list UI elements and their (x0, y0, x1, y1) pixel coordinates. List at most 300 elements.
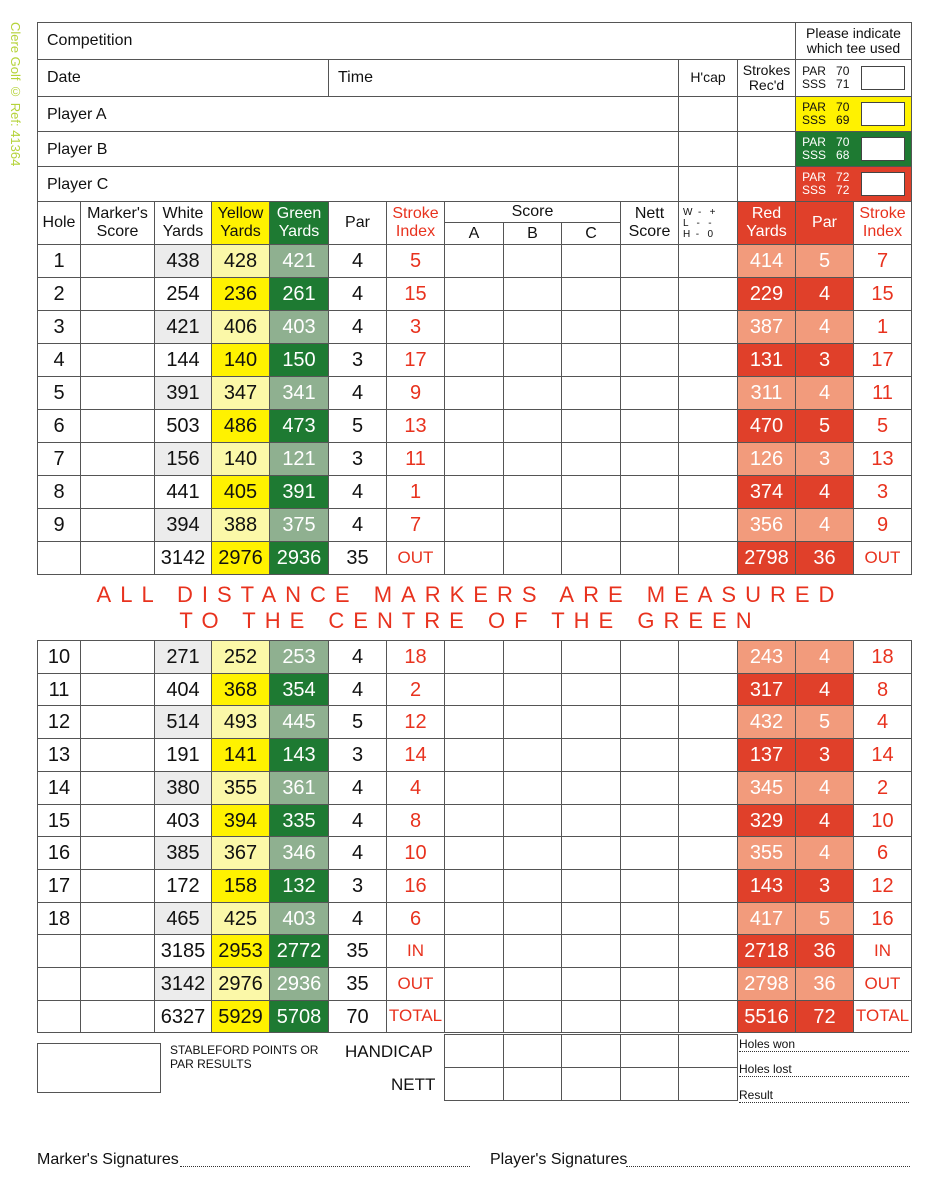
hole-row-score-c[interactable] (561, 508, 621, 542)
sss-label: SSS (802, 148, 827, 162)
hole-row-red-par: 4 (795, 310, 854, 344)
out-row-score-a[interactable] (444, 967, 504, 1001)
hole-row-red-yards: 414 (737, 244, 796, 278)
holes-won-label: Holes won (739, 1037, 909, 1052)
hole-row-wlh[interactable] (678, 277, 738, 311)
hole-row-nett-score[interactable] (620, 508, 679, 542)
header-green: Green Yards (269, 201, 329, 245)
time-field[interactable] (328, 59, 679, 97)
hole-row-stroke-index: 2 (386, 673, 445, 706)
hole-row-marker-score[interactable] (80, 475, 155, 509)
hole-row-score-b[interactable] (503, 475, 562, 509)
hole-row-marker-score[interactable] (80, 902, 155, 935)
handicap-entry[interactable] (444, 1034, 504, 1068)
handicap-entry[interactable] (503, 1034, 562, 1068)
front-out-row-score-b[interactable] (503, 541, 562, 575)
in-row-wlh[interactable] (678, 934, 738, 968)
hole-row-red-par: 4 (795, 771, 854, 805)
hole-row-marker-score[interactable] (80, 640, 155, 674)
hole-row-wlh[interactable] (678, 771, 738, 805)
par-label: PAR (802, 170, 826, 185)
par-value: 70 (836, 64, 850, 79)
hole-row-green-yards: 473 (269, 409, 329, 443)
hole-row-red-stroke-index: 8 (853, 673, 912, 706)
hole-row-hole: 3 (37, 310, 81, 344)
hole-row-score-b[interactable] (503, 673, 562, 706)
hole-row-marker-score[interactable] (80, 409, 155, 443)
out-row-nett-score[interactable] (620, 967, 679, 1001)
competition-field[interactable] (37, 22, 796, 60)
hole-row-nett-score[interactable] (620, 244, 679, 278)
hole-row-score-c[interactable] (561, 343, 621, 377)
hole-row-red-yards: 126 (737, 442, 796, 476)
handicap-entry[interactable] (678, 1034, 738, 1068)
hole-row-stroke-index: 8 (386, 804, 445, 837)
hole-row-nett-score[interactable] (620, 310, 679, 344)
hole-row-white-yards: 385 (154, 836, 212, 870)
out-row-red-yards: 2798 (737, 967, 796, 1001)
hole-row-stroke-index: 1 (386, 475, 445, 509)
wlh-legend-line: W - + (683, 206, 716, 218)
total-row-stroke-index: TOTAL (386, 1000, 445, 1033)
hole-row-stroke-index: 3 (386, 310, 445, 344)
hole-row-marker-score[interactable] (80, 310, 155, 344)
hole-row-yellow-yards: 140 (211, 343, 270, 377)
handicap-entry[interactable] (561, 1034, 621, 1068)
marker-signature-line[interactable] (180, 1166, 470, 1167)
hole-row-wlh[interactable] (678, 836, 738, 870)
hole-row-white-yards: 441 (154, 475, 212, 509)
sss-label: SSS (802, 183, 827, 197)
hole-row-par: 4 (328, 376, 387, 410)
front-out-row-score-a[interactable] (444, 541, 504, 575)
hole-row-marker-score[interactable] (80, 705, 155, 739)
par-label: PAR (802, 135, 826, 150)
player-strokes-field[interactable] (737, 96, 796, 132)
hole-row-wlh[interactable] (678, 705, 738, 739)
tee-checkbox[interactable] (861, 102, 905, 126)
hole-row-white-yards: 172 (154, 869, 212, 903)
front-out-row-red-par: 36 (795, 541, 854, 575)
hole-row-hole: 6 (37, 409, 81, 443)
hole-row-yellow-yards: 367 (211, 836, 270, 870)
tee-checkbox[interactable] (861, 137, 905, 161)
hole-row-yellow-yards: 428 (211, 244, 270, 278)
hole-row-score-a[interactable] (444, 277, 504, 311)
hole-row-par: 4 (328, 277, 387, 311)
hole-row-red-stroke-index: 13 (853, 442, 912, 476)
stableford-box[interactable] (37, 1043, 161, 1093)
player-label: Player A (47, 106, 107, 123)
hole-row-white-yards: 514 (154, 705, 212, 739)
hole-row-red-par: 5 (795, 244, 854, 278)
tee-prompt: Please indicate which tee used (795, 22, 912, 60)
front-out-row-nett-score[interactable] (620, 541, 679, 575)
in-row-white-yards: 3185 (154, 934, 212, 968)
player-row[interactable] (37, 166, 679, 202)
hole-row-hole: 5 (37, 376, 81, 410)
hole-row-par: 4 (328, 673, 387, 706)
hole-row-marker-score[interactable] (80, 442, 155, 476)
hole-row-nett-score[interactable] (620, 869, 679, 903)
hole-row-score-b[interactable] (503, 310, 562, 344)
hole-row-wlh[interactable] (678, 804, 738, 837)
header-red: Red Yards (737, 201, 796, 245)
hole-row-nett-score[interactable] (620, 705, 679, 739)
hole-row-red-yards: 137 (737, 738, 796, 772)
hole-row-score-b[interactable] (503, 869, 562, 903)
out-row-wlh[interactable] (678, 967, 738, 1001)
front-out-row-wlh[interactable] (678, 541, 738, 575)
time-label: Time (338, 69, 373, 86)
hole-row-marker-score[interactable] (80, 738, 155, 772)
hole-row-par: 4 (328, 508, 387, 542)
hole-row-score-a[interactable] (444, 804, 504, 837)
nett-entry[interactable] (444, 1067, 504, 1101)
tee-option-red (795, 166, 912, 202)
hole-row-nett-score[interactable] (620, 902, 679, 935)
front-out-row-score-c[interactable] (561, 541, 621, 575)
handicap-entry[interactable] (620, 1034, 679, 1068)
hole-row-score-c[interactable] (561, 869, 621, 903)
out-row-marker-score[interactable] (80, 967, 155, 1001)
hole-row-white-yards: 465 (154, 902, 212, 935)
front-out-row-red-yards: 2798 (737, 541, 796, 575)
in-row-score-b[interactable] (503, 934, 562, 968)
hole-row-score-b[interactable] (503, 442, 562, 476)
hole-row-score-a[interactable] (444, 738, 504, 772)
hole-row-score-b[interactable] (503, 738, 562, 772)
hole-row-green-yards: 361 (269, 771, 329, 805)
hole-row-wlh[interactable] (678, 442, 738, 476)
hole-row-wlh[interactable] (678, 310, 738, 344)
hole-row-score-c[interactable] (561, 804, 621, 837)
tee-checkbox[interactable] (861, 66, 905, 90)
hole-row-marker-score[interactable] (80, 869, 155, 903)
hole-row-nett-score[interactable] (620, 409, 679, 443)
hole-row-red-par: 4 (795, 640, 854, 674)
hole-row-score-a[interactable] (444, 475, 504, 509)
hole-row-hole: 17 (37, 869, 81, 903)
hole-row-red-stroke-index: 16 (853, 902, 912, 935)
hole-row-wlh[interactable] (678, 673, 738, 706)
hole-row-wlh[interactable] (678, 475, 738, 509)
hole-row-score-a[interactable] (444, 442, 504, 476)
hole-row-score-b[interactable] (503, 804, 562, 837)
banner-line: ALL DISTANCE MARKERS ARE MEASURED (96, 582, 844, 607)
hole-row-yellow-yards: 394 (211, 804, 270, 837)
out-row-score-b[interactable] (503, 967, 562, 1001)
hole-row-red-par: 4 (795, 673, 854, 706)
hole-row-score-b[interactable] (503, 244, 562, 278)
hole-row-red-par: 4 (795, 804, 854, 837)
hole-row-wlh[interactable] (678, 640, 738, 674)
in-row-red-par: 36 (795, 934, 854, 968)
hole-row-green-yards: 391 (269, 475, 329, 509)
total-row-wlh[interactable] (678, 1000, 738, 1033)
hole-row-wlh[interactable] (678, 508, 738, 542)
header-marker: Marker's Score (80, 201, 155, 245)
hole-row-score-a[interactable] (444, 771, 504, 805)
sss-label: SSS (802, 77, 827, 91)
total-row-score-c[interactable] (561, 1000, 621, 1033)
hole-row-marker-score[interactable] (80, 804, 155, 837)
hole-row-white-yards: 380 (154, 771, 212, 805)
hole-row-score-a[interactable] (444, 409, 504, 443)
hole-row-red-stroke-index: 10 (853, 804, 912, 837)
hole-row-wlh[interactable] (678, 902, 738, 935)
hole-row-wlh[interactable] (678, 738, 738, 772)
total-row-score-a[interactable] (444, 1000, 504, 1033)
hole-row-white-yards: 391 (154, 376, 212, 410)
wlh-legend-line: H - 0 (683, 228, 714, 240)
hole-row-score-b[interactable] (503, 902, 562, 935)
stableford-label: STABLEFORD POINTS OR PAR RESULTS (170, 1043, 319, 1071)
hole-row-yellow-yards: 486 (211, 409, 270, 443)
hole-row-red-yards: 329 (737, 804, 796, 837)
hole-row-score-c[interactable] (561, 705, 621, 739)
in-row-nett-score[interactable] (620, 934, 679, 968)
header-score-b: B (503, 222, 562, 245)
hole-row-nett-score[interactable] (620, 804, 679, 837)
hole-row-nett-score[interactable] (620, 277, 679, 311)
nett-entry[interactable] (678, 1067, 738, 1101)
hole-row-green-yards: 403 (269, 902, 329, 935)
header-score: Score (444, 201, 621, 223)
front-out-row-red-stroke-index: OUT (853, 541, 912, 575)
hole-row-score-b[interactable] (503, 508, 562, 542)
hole-row-white-yards: 191 (154, 738, 212, 772)
hole-row-stroke-index: 13 (386, 409, 445, 443)
nett-entry[interactable] (561, 1067, 621, 1101)
hole-row-score-a[interactable] (444, 836, 504, 870)
hole-row-red-yards: 311 (737, 376, 796, 410)
nett-label: NETT (391, 1075, 436, 1094)
hole-row-yellow-yards: 405 (211, 475, 270, 509)
hole-row-score-a[interactable] (444, 376, 504, 410)
hole-row-hole: 10 (37, 640, 81, 674)
in-row-marker-score[interactable] (80, 934, 155, 968)
player-row[interactable] (37, 131, 679, 167)
hole-row-marker-score[interactable] (80, 376, 155, 410)
total-row-nett-score[interactable] (620, 1000, 679, 1033)
hole-row-par: 4 (328, 836, 387, 870)
hole-row-red-par: 3 (795, 869, 854, 903)
hole-row-wlh[interactable] (678, 244, 738, 278)
total-row-white-yards: 6327 (154, 1000, 212, 1033)
in-row-score-c[interactable] (561, 934, 621, 968)
hole-row-score-a[interactable] (444, 310, 504, 344)
player-strokes-field[interactable] (737, 166, 796, 202)
hole-row-stroke-index: 14 (386, 738, 445, 772)
out-row-score-c[interactable] (561, 967, 621, 1001)
hole-row-green-yards: 335 (269, 804, 329, 837)
hole-row-wlh[interactable] (678, 343, 738, 377)
hole-row-marker-score[interactable] (80, 836, 155, 870)
hole-row-score-a[interactable] (444, 244, 504, 278)
hole-row-wlh[interactable] (678, 869, 738, 903)
tee-par-sss (802, 136, 849, 161)
hole-row-score-b[interactable] (503, 409, 562, 443)
hole-row-par: 3 (328, 442, 387, 476)
hole-row-red-yards: 470 (737, 409, 796, 443)
hole-row-red-stroke-index: 6 (853, 836, 912, 870)
sss-value: 71 (836, 77, 850, 91)
hole-row-nett-score[interactable] (620, 343, 679, 377)
hole-row-score-b[interactable] (503, 640, 562, 674)
player-hcap-field[interactable] (678, 131, 738, 167)
hole-row-score-c[interactable] (561, 771, 621, 805)
par-label: PAR (802, 64, 826, 79)
hole-row-par: 4 (328, 475, 387, 509)
tee-option-white (795, 59, 912, 97)
header-red-par: Par (795, 201, 854, 245)
player-label: Player B (47, 141, 108, 158)
hole-row-nett-score[interactable] (620, 475, 679, 509)
hole-row-red-stroke-index: 4 (853, 705, 912, 739)
hole-row-red-yards: 387 (737, 310, 796, 344)
hole-row-score-c[interactable] (561, 277, 621, 311)
hole-row-score-c[interactable] (561, 640, 621, 674)
par-value: 70 (836, 135, 850, 150)
header-score-c: C (561, 222, 621, 245)
hole-row-white-yards: 404 (154, 673, 212, 706)
total-row-marker-score[interactable] (80, 1000, 155, 1033)
hole-row-marker-score[interactable] (80, 277, 155, 311)
hole-row-par: 4 (328, 640, 387, 674)
hole-row-green-yards: 341 (269, 376, 329, 410)
hole-row-stroke-index: 18 (386, 640, 445, 674)
hole-row-score-a[interactable] (444, 673, 504, 706)
hole-row-white-yards: 144 (154, 343, 212, 377)
hole-row-green-yards: 261 (269, 277, 329, 311)
hole-row-yellow-yards: 368 (211, 673, 270, 706)
nett-entry[interactable] (620, 1067, 679, 1101)
hole-row-score-a[interactable] (444, 640, 504, 674)
hole-row-nett-score[interactable] (620, 673, 679, 706)
hole-row-red-par: 4 (795, 376, 854, 410)
out-row-red-par: 36 (795, 967, 854, 1001)
hole-row-score-c[interactable] (561, 475, 621, 509)
hole-row-score-c[interactable] (561, 442, 621, 476)
out-row-green-yards: 2936 (269, 967, 329, 1001)
hole-row-nett-score[interactable] (620, 738, 679, 772)
hole-row-par: 4 (328, 244, 387, 278)
hole-row-red-stroke-index: 17 (853, 343, 912, 377)
hole-row-red-stroke-index: 5 (853, 409, 912, 443)
out-row-red-stroke-index: OUT (853, 967, 912, 1001)
hole-row-red-par: 5 (795, 902, 854, 935)
hole-row-score-a[interactable] (444, 705, 504, 739)
header-par: Par (328, 201, 387, 245)
hole-row-score-c[interactable] (561, 836, 621, 870)
hole-row-score-b[interactable] (503, 376, 562, 410)
hole-row-par: 3 (328, 738, 387, 772)
player-strokes-field[interactable] (737, 131, 796, 167)
par-value: 72 (836, 170, 850, 185)
header-hole: Hole (37, 201, 81, 245)
hole-row-red-par: 3 (795, 442, 854, 476)
total-row-red-par: 72 (795, 1000, 854, 1033)
hole-row-green-yards: 403 (269, 310, 329, 344)
hole-row-stroke-index: 10 (386, 836, 445, 870)
hole-row-score-c[interactable] (561, 902, 621, 935)
player-signature-line[interactable] (626, 1166, 910, 1167)
hole-row-nett-score[interactable] (620, 640, 679, 674)
front-out-row-hole (37, 541, 81, 575)
player-row[interactable] (37, 96, 679, 132)
hole-row-yellow-yards: 388 (211, 508, 270, 542)
in-row-par: 35 (328, 934, 387, 968)
out-row-hole (37, 967, 81, 1001)
nett-entry[interactable] (503, 1067, 562, 1101)
total-row-score-b[interactable] (503, 1000, 562, 1033)
total-row-red-yards: 5516 (737, 1000, 796, 1033)
hole-row-par: 4 (328, 804, 387, 837)
header-wlh (678, 201, 738, 245)
header-red-stroke-index: Stroke Index (853, 201, 912, 245)
hole-row-wlh[interactable] (678, 376, 738, 410)
player-hcap-field[interactable] (678, 96, 738, 132)
hole-row-score-a[interactable] (444, 902, 504, 935)
tee-checkbox[interactable] (861, 172, 905, 196)
hole-row-nett-score[interactable] (620, 771, 679, 805)
hole-row-score-c[interactable] (561, 310, 621, 344)
hole-row-marker-score[interactable] (80, 244, 155, 278)
hole-row-marker-score[interactable] (80, 343, 155, 377)
hole-row-red-stroke-index: 12 (853, 869, 912, 903)
hole-row-nett-score[interactable] (620, 836, 679, 870)
hole-row-score-c[interactable] (561, 244, 621, 278)
hole-row-score-b[interactable] (503, 277, 562, 311)
hole-row-hole: 8 (37, 475, 81, 509)
hole-row-marker-score[interactable] (80, 673, 155, 706)
result-label: Result (739, 1088, 909, 1103)
hole-row-score-b[interactable] (503, 343, 562, 377)
hole-row-score-c[interactable] (561, 738, 621, 772)
total-row-hole (37, 1000, 81, 1033)
front-out-row-marker-score[interactable] (80, 541, 155, 575)
hole-row-red-par: 4 (795, 508, 854, 542)
hole-row-marker-score[interactable] (80, 771, 155, 805)
player-hcap-field[interactable] (678, 166, 738, 202)
hole-row-score-b[interactable] (503, 771, 562, 805)
hole-row-hole: 1 (37, 244, 81, 278)
hole-row-par: 4 (328, 902, 387, 935)
hole-row-red-stroke-index: 11 (853, 376, 912, 410)
in-row-score-a[interactable] (444, 934, 504, 968)
hole-row-nett-score[interactable] (620, 442, 679, 476)
hcap-label: H'cap (678, 59, 738, 97)
hole-row-score-c[interactable] (561, 673, 621, 706)
hole-row-nett-score[interactable] (620, 376, 679, 410)
header-yellow: Yellow Yards (211, 201, 270, 245)
hole-row-wlh[interactable] (678, 409, 738, 443)
total-row-yellow-yards: 5929 (211, 1000, 270, 1033)
hole-row-score-c[interactable] (561, 376, 621, 410)
hole-row-stroke-index: 17 (386, 343, 445, 377)
hole-row-marker-score[interactable] (80, 508, 155, 542)
hole-row-score-a[interactable] (444, 869, 504, 903)
hole-row-score-b[interactable] (503, 836, 562, 870)
in-row-yellow-yards: 2953 (211, 934, 270, 968)
hole-row-score-b[interactable] (503, 705, 562, 739)
hole-row-par: 3 (328, 343, 387, 377)
hole-row-score-c[interactable] (561, 409, 621, 443)
hole-row-score-a[interactable] (444, 508, 504, 542)
hole-row-score-a[interactable] (444, 343, 504, 377)
hole-row-hole: 12 (37, 705, 81, 739)
